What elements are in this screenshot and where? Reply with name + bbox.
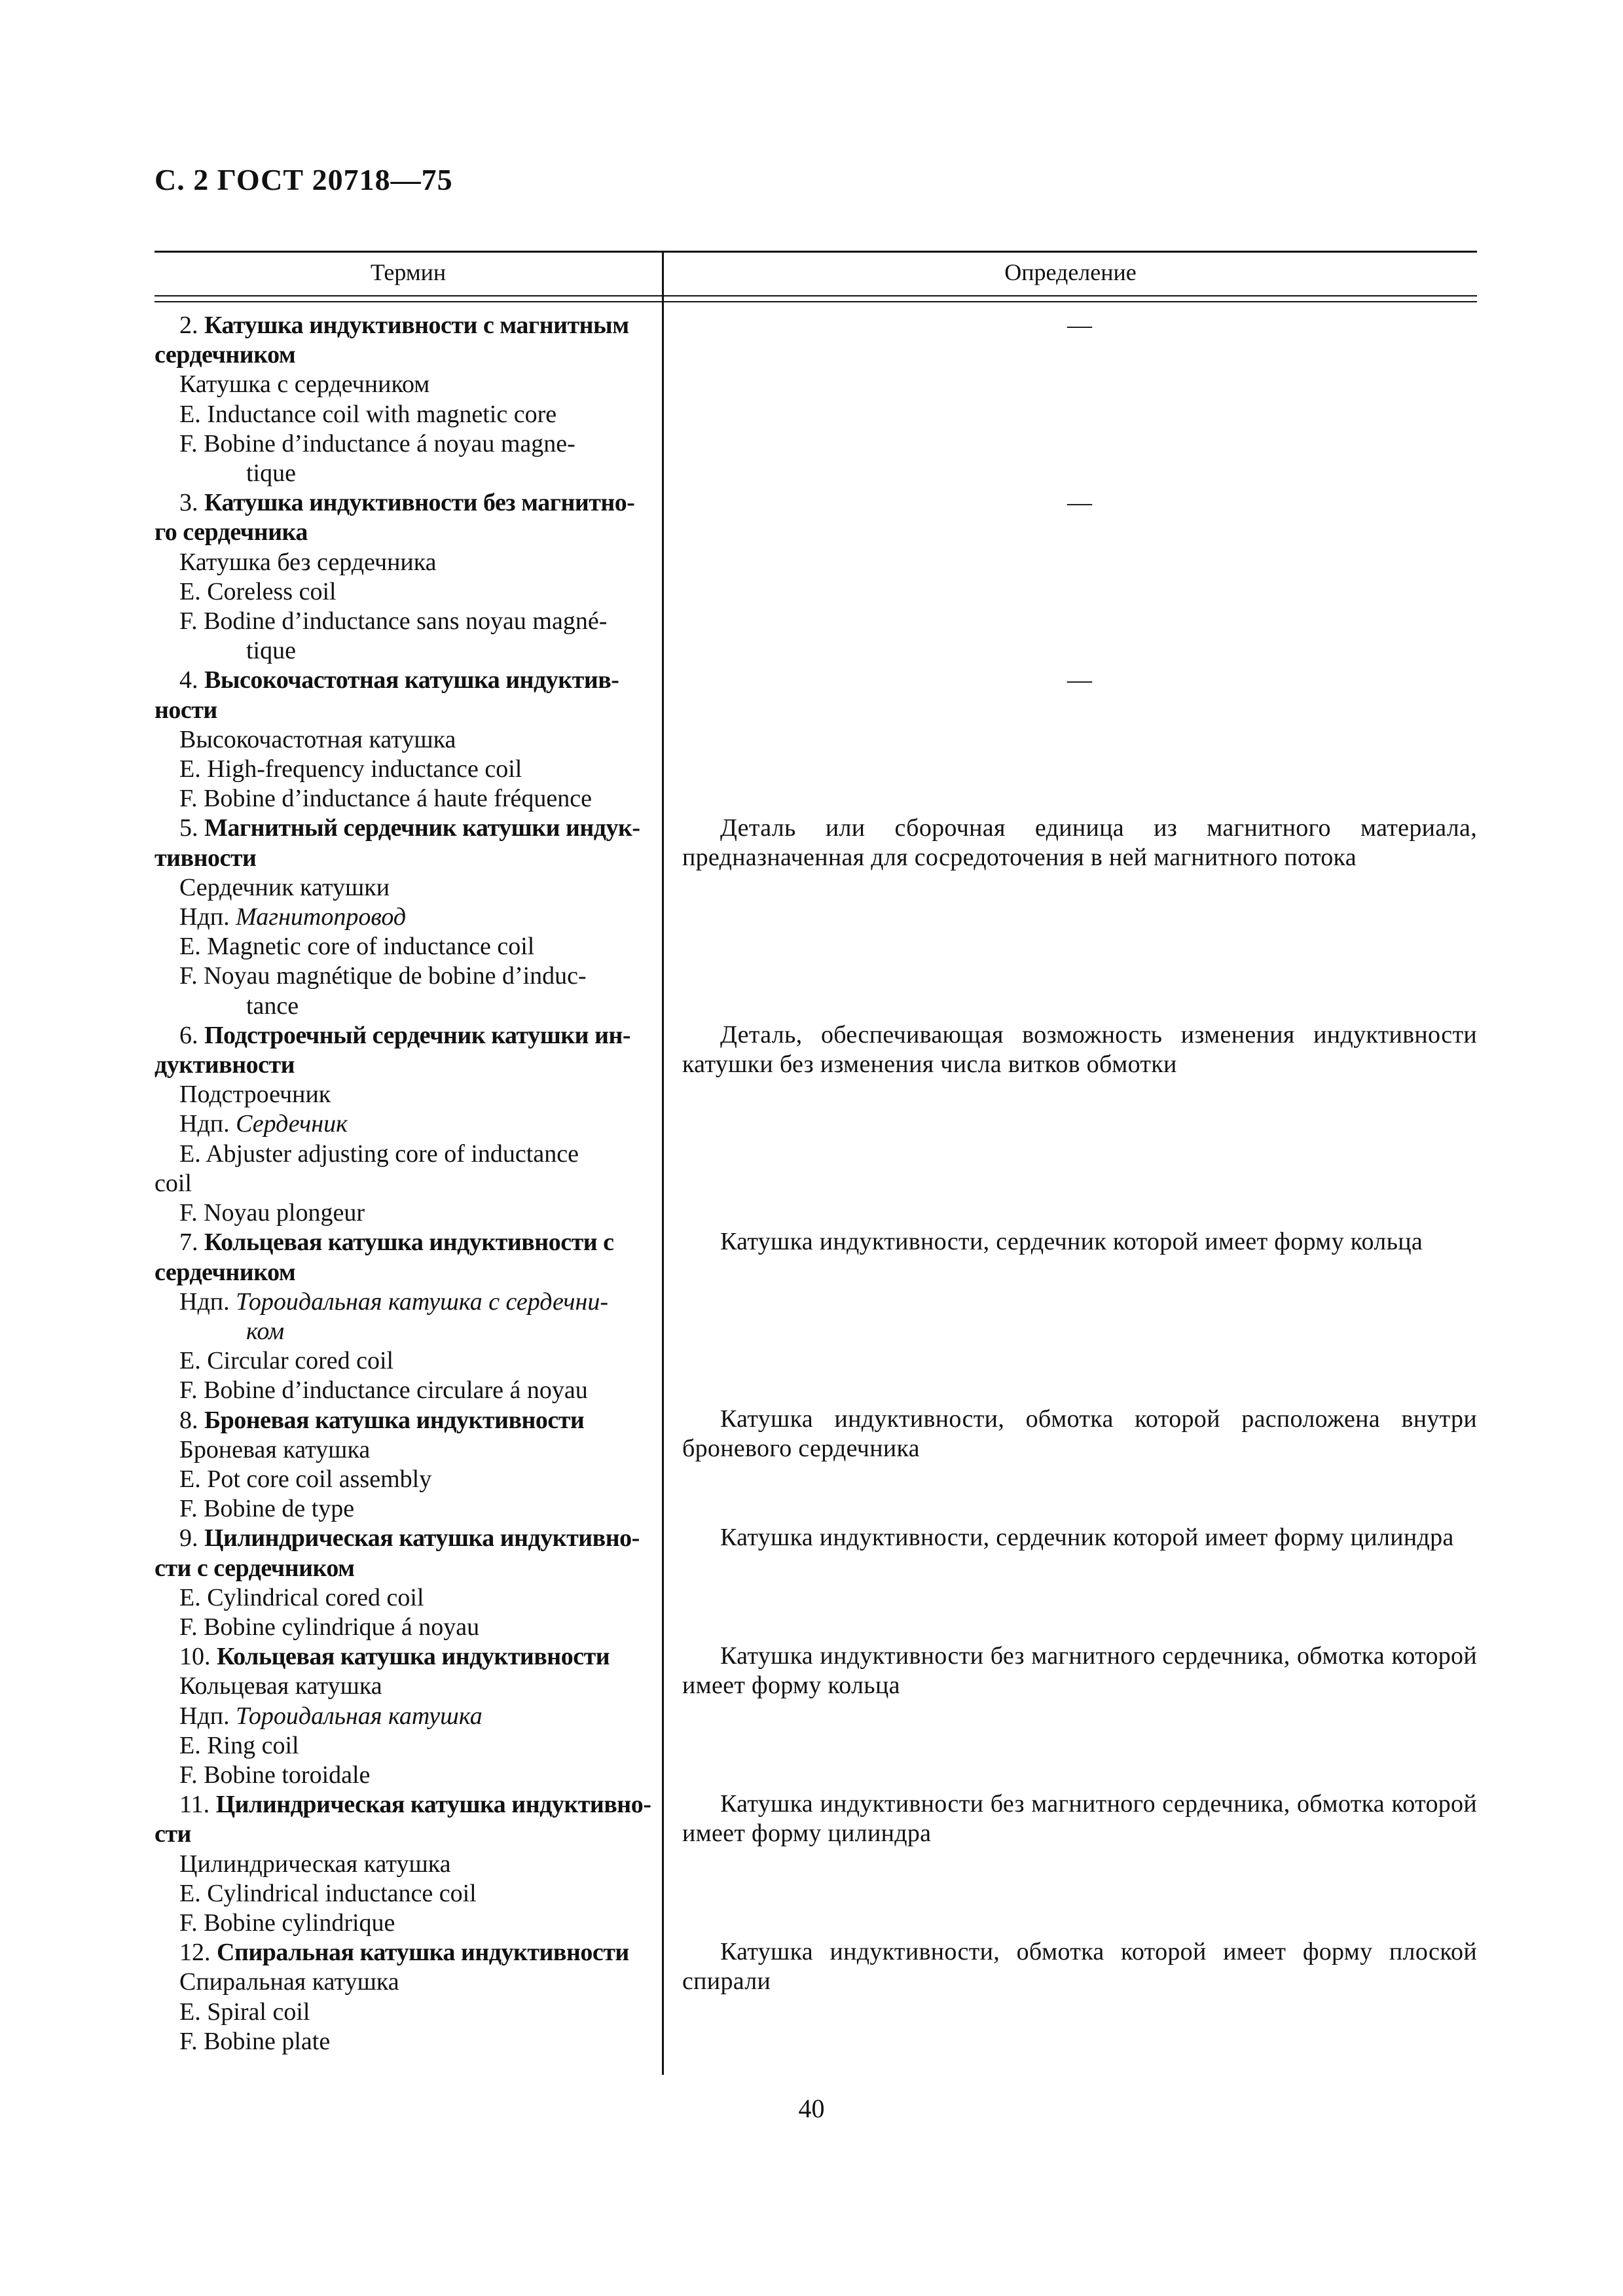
term-column: [155, 311, 651, 2056]
term-synonym: Катушка с сердечником: [179, 370, 430, 399]
term-french: F. Noyau plongeur: [179, 1199, 365, 1227]
term-english: E. Pot core coil assembly: [179, 1465, 432, 1493]
term-title: Высокочастотная катушка индуктив-: [204, 666, 619, 694]
term-french: F. Bobine cylindrique: [179, 1909, 395, 1937]
term-french: F. Bobine d’inductance á noyau magne-: [179, 429, 575, 457]
term-title: Броневая катушка индуктивности: [204, 1406, 585, 1434]
definition-5: Деталь или сборочная единица из магнитного материала, предназначенная для сосредоточения в ней магнитного потока: [682, 814, 1477, 872]
term-english: E. Circular cored coil: [179, 1347, 394, 1375]
term-title: Цилиндрическая катушка индуктивно-: [215, 1791, 651, 1819]
header-rule-2: [155, 301, 1477, 302]
term-entry-11: 11. Цилиндрическая катушка индуктивно- сти Цилиндрическая катушка E. Cylindrical inductance coil F. Bobine cylindrique: [155, 1790, 647, 1938]
definition-9: Катушка индуктивности, сердечник которой имеет форму цилиндра: [720, 1524, 1454, 1551]
term-french: F. Bobine cylindrique á noyau: [179, 1613, 480, 1641]
term-synonym: Кольцевая катушка: [179, 1672, 382, 1700]
definition-7: Катушка индуктивности, сердечник которой имеет форму кольца: [720, 1228, 1423, 1255]
column-divider: [662, 251, 664, 2075]
term-english: E. High-frequency inductance coil: [179, 755, 522, 783]
term-title: Магнитный сердечник катушки индук-: [204, 814, 640, 842]
term-synonym: Цилиндрическая катушка: [179, 1850, 451, 1878]
term-english: E. Cylindrical inductance coil: [179, 1879, 477, 1907]
term-entry-5: 5. Магнитный сердечник катушки индук- тивности Сердечник катушки Ндп. Магнитопровод E. Magnetic core of inductance coil F. Noyau magnétique de bobine d’induc- tance: [155, 814, 647, 1020]
term-synonym: Спиральная катушка: [179, 1968, 399, 1996]
term-english: E. Abjuster adjusting core of inductance: [179, 1139, 579, 1168]
term-french: F. Bobine d’inductance á haute fréquence: [179, 785, 593, 813]
term-french: F. Noyau magnétique de bobine d’induc-: [179, 962, 587, 990]
term-english: E. Magnetic core of inductance coil: [179, 933, 535, 961]
term-synonym: Подстроечник: [179, 1081, 331, 1109]
definition-2: —: [1067, 312, 1092, 339]
term-title: Кольцевая катушка индуктивности с: [204, 1229, 614, 1257]
terms-table: [155, 251, 1477, 2075]
term-deprecated: Ндп. Тороидальная катушка: [179, 1702, 483, 1730]
term-english: E. Coreless coil: [179, 577, 337, 605]
term-synonym: Высокочастотная катушка: [179, 725, 456, 753]
term-english: E. Inductance coil with magnetic core: [179, 400, 557, 428]
term-entry-3: 3. Катушка индуктивности без магнитно- го сердечника Катушка без сердечника E. Coreless coil F. Bodine d’inductance sans noyau magné- tique: [155, 488, 647, 666]
page-header: С. 2 ГОСТ 20718—75: [155, 163, 453, 196]
term-french: F. Bobine plate: [179, 2027, 331, 2055]
term-deprecated: Ндп. Тороидальная катушка с сердечни-: [179, 1287, 608, 1316]
term-title: Подстроечный сердечник катушки ин-: [204, 1021, 631, 1049]
term-synonym: Сердечник катушки: [179, 873, 390, 901]
table-top-rule: [155, 251, 1477, 253]
term-french: F. Bodine d’inductance sans noyau magné-: [179, 607, 608, 636]
term-deprecated: Ндп. Сердечник: [179, 1110, 348, 1138]
term-entry-10: 10. Кольцевая катушка индуктивности Кольцевая катушка Ндп. Тороидальная катушка E. Ring coil F. Bobine toroidale: [155, 1642, 647, 1790]
definition-12: Катушка индуктивности, обмотка которой имеет форму плоской спирали: [682, 1938, 1477, 1996]
term-english: E. Spiral coil: [179, 1998, 310, 2026]
definition-11: Катушка индуктивности без магнитного сердечника, обмотка которой имеет форму цилиндра: [682, 1790, 1477, 1848]
term-english: E. Cylindrical cored coil: [179, 1583, 424, 1611]
term-english: E. Ring coil: [179, 1731, 299, 1759]
page-number: 40: [798, 2094, 825, 2123]
definition-3: —: [1067, 489, 1092, 516]
term-french: F. Bobine de type: [179, 1495, 355, 1523]
term-title: Спиральная катушка индуктивности: [217, 1939, 629, 1967]
term-entry-9: 9. Цилиндрическая катушка индуктивно- сти с сердечником E. Cylindrical cored coil F. Bobine cylindrique á noyau: [155, 1524, 647, 1642]
definition-6: Деталь, обеспечивающая возможность изменения индуктивности катушки без изменения числа витков обмотки: [682, 1021, 1477, 1079]
header-rule-1: [155, 295, 1477, 296]
term-french: F. Bobine toroidale: [179, 1761, 371, 1789]
column-header-term: Термин: [370, 259, 447, 285]
term-entry-7: 7. Кольцевая катушка индуктивности с сердечником Ндп. Тороидальная катушка с сердечни- ком E. Circular cored coil F. Bobine d’inductance circulare á noyau: [155, 1228, 647, 1405]
term-entry-8: 8. Броневая катушка индуктивности Броневая катушка E. Pot core coil assembly F. Bobine de type: [155, 1406, 647, 1524]
term-french: F. Bobine d’inductance circulare á noyau: [179, 1376, 588, 1405]
term-entry-2: 2. Катушка индуктивности с магнитным сердечником Катушка с сердечником E. Inductance coil with magnetic core F. Bobine d’inductance á noyau magne- tique: [155, 311, 647, 488]
term-deprecated: Ндп. Магнитопровод: [179, 903, 407, 931]
term-synonym: Броневая катушка: [179, 1435, 371, 1463]
definition-8: Катушка индуктивности, обмотка которой расположена внутри броневого сердечника: [682, 1405, 1477, 1463]
term-entry-4: 4. Высокочастотная катушка индуктив- ности Высокочастотная катушка E. High-frequency inductance coil F. Bobine d’inductance á haute fréquence: [155, 666, 647, 814]
term-synonym: Катушка без сердечника: [179, 548, 437, 576]
term-title: Цилиндрическая катушка индуктивно-: [204, 1524, 640, 1552]
definition-column: [682, 311, 1477, 2056]
column-header-definition: Определение: [1004, 259, 1137, 285]
definition-4: —: [1067, 666, 1092, 694]
term-entry-12: 12. Спиральная катушка индуктивности Спиральная катушка E. Spiral coil F. Bobine plate: [155, 1938, 647, 2056]
term-title: Кольцевая катушка индуктивности: [217, 1643, 610, 1671]
term-entry-6: 6. Подстроечный сердечник катушки ин- дуктивности Подстроечник Ндп. Сердечник E. Abjuster adjusting core of inductance coil F. Noyau plongeur: [155, 1021, 647, 1228]
definition-10: Катушка индуктивности без магнитного сердечника, обмотка которой имеет форму кольца: [682, 1642, 1477, 1700]
term-title: Катушка индуктивности с магнитным: [204, 312, 629, 339]
term-title: Катушка индуктивности без магнитно-: [204, 489, 635, 517]
